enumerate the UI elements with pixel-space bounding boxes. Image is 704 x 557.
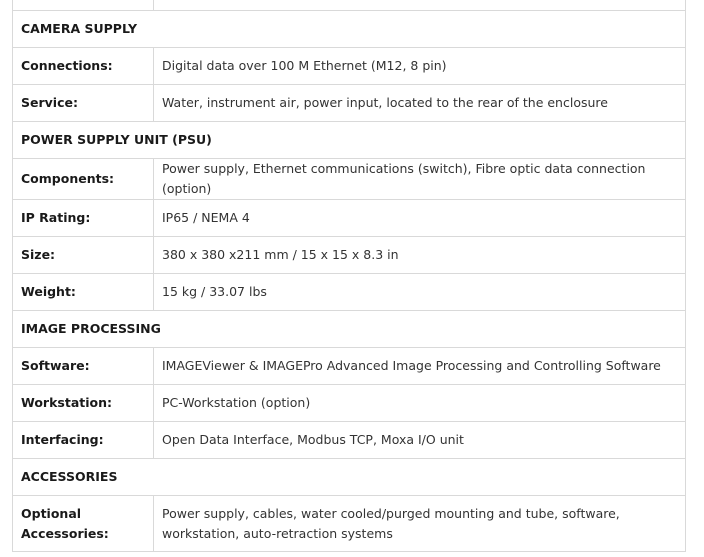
table-row [13, 274, 686, 311]
spec-label: Connections: [13, 48, 154, 85]
section-header-row [13, 11, 686, 48]
spec-value: Digital data over 100 M Ethernet (M12, 8 pin) [154, 48, 686, 85]
table-row [13, 48, 686, 85]
spec-label: IP Rating: [13, 200, 154, 237]
spec-value: Power supply, Ethernet communications (switch), Fibre optic data connection (option) [154, 159, 686, 200]
spec-label: Optional Accessories: [13, 496, 154, 552]
spec-label: Size: [13, 237, 154, 274]
spec-value: IP65 / NEMA 4 [154, 200, 686, 237]
spec-value: Open Data Interface, Modbus TCP, Moxa I/O unit [154, 422, 686, 459]
spec-label: Weight: [13, 274, 154, 311]
table-row [13, 422, 686, 459]
table-cell-empty [13, 0, 154, 11]
spec-value: 15 kg / 33.07 lbs [154, 274, 686, 311]
spec-value: Water, instrument air, power input, located to the rear of the enclosure [154, 85, 686, 122]
section-title-power-supply-unit: POWER SUPPLY UNIT (PSU) [13, 122, 686, 159]
spec-label: Workstation: [13, 385, 154, 422]
spec-value: PC-Workstation (option) [154, 385, 686, 422]
spec-value: IMAGEViewer & IMAGEPro Advanced Image Processing and Controlling Software [154, 348, 686, 385]
spec-value: 380 x 380 x211 mm / 15 x 15 x 8.3 in [154, 237, 686, 274]
table-row [13, 385, 686, 422]
table-row [13, 85, 686, 122]
spec-label: Software: [13, 348, 154, 385]
table-row [13, 200, 686, 237]
table-row-partial [13, 0, 686, 11]
spec-value: Power supply, cables, water cooled/purged mounting and tube, software, workstation, auto-retraction systems [154, 496, 686, 552]
spec-label: Interfacing: [13, 422, 154, 459]
spec-table [12, 0, 686, 552]
section-title-accessories: ACCESSORIES [13, 459, 686, 496]
table-row [13, 159, 686, 200]
spec-label: Components: [13, 159, 154, 200]
section-header-row [13, 311, 686, 348]
table-row [13, 237, 686, 274]
spec-label: Service: [13, 85, 154, 122]
section-title-image-processing: IMAGE PROCESSING [13, 311, 686, 348]
section-header-row [13, 122, 686, 159]
table-row [13, 496, 686, 552]
table-cell-empty [154, 0, 686, 11]
section-title-camera-supply: CAMERA SUPPLY [13, 11, 686, 48]
section-header-row [13, 459, 686, 496]
table-row [13, 348, 686, 385]
